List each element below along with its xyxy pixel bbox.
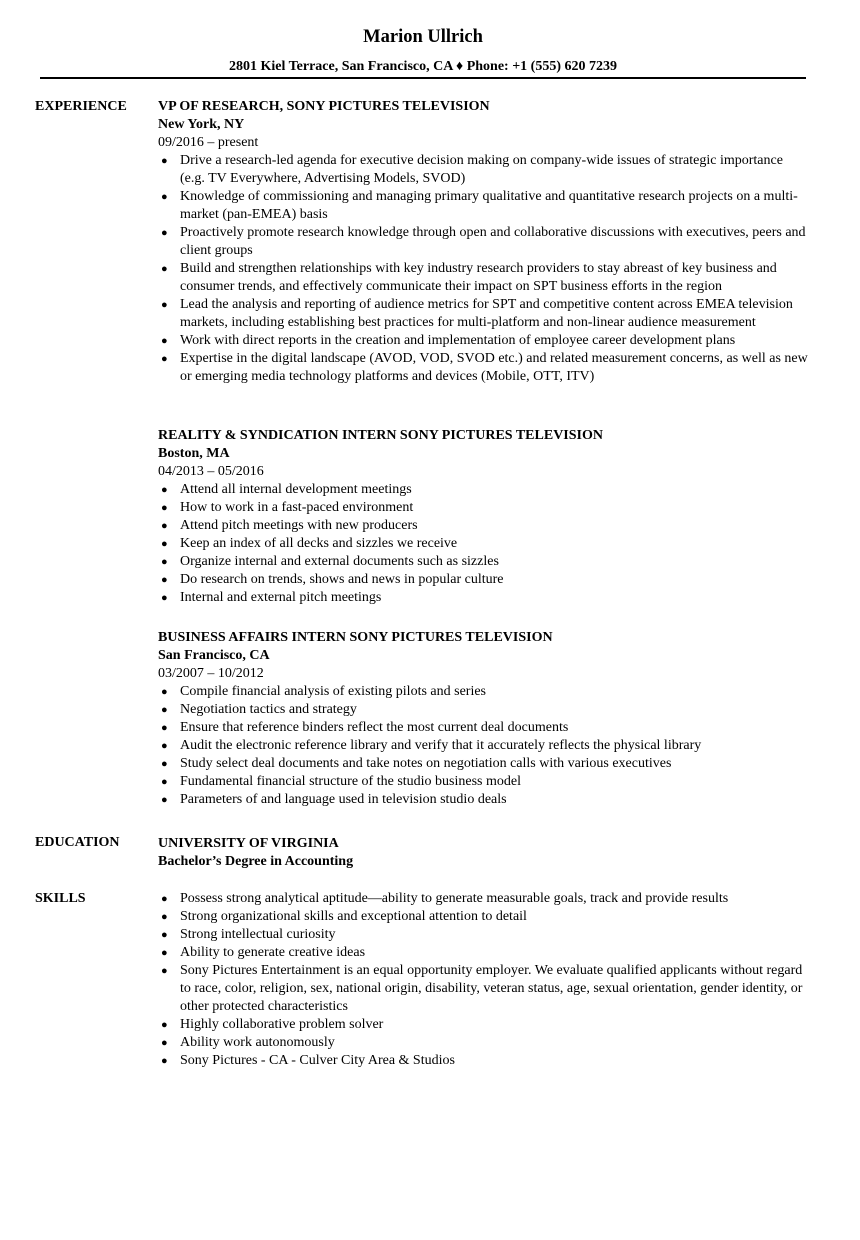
contact-line: 2801 Kiel Terrace, San Francisco, CA ♦ Phone: +1 (555) 620 7239 xyxy=(228,59,618,74)
list-item xyxy=(158,944,808,962)
bullet-dot-icon: ● xyxy=(161,722,168,734)
job-location: New York, NY xyxy=(158,117,245,132)
bullet-dot-icon: ● xyxy=(161,740,168,752)
bullet-text: Attend all internal development meetings xyxy=(180,482,412,497)
list-item xyxy=(158,926,808,944)
list-item xyxy=(158,260,808,296)
skills-list xyxy=(158,890,808,1070)
job-entry xyxy=(158,427,808,607)
bullet-text: Ensure that reference binders reflect the most current deal documents xyxy=(180,720,569,735)
bullet-dot-icon: ● xyxy=(161,538,168,550)
bullet-dot-icon: ● xyxy=(161,299,168,311)
bullet-dot-icon: ● xyxy=(161,704,168,716)
bullet-dot-icon: ● xyxy=(161,1037,168,1049)
bullet-dot-icon: ● xyxy=(161,335,168,347)
skill-text: Highly collaborative problem solver xyxy=(180,1017,384,1032)
list-item xyxy=(158,517,808,535)
list-item xyxy=(158,553,808,571)
bullet-dot-icon: ● xyxy=(161,776,168,788)
bullet-text: Drive a research-led agenda for executive decision making on company-wide issues of strategic importance (e.g. TV Everywhere, Advertising Models, SVOD) xyxy=(180,153,783,186)
bullet-dot-icon: ● xyxy=(161,758,168,770)
bullet-text: Internal and external pitch meetings xyxy=(180,590,382,605)
job-title: BUSINESS AFFAIRS INTERN SONY PICTURES TELEVISION xyxy=(158,630,553,645)
school-name: UNIVERSITY OF VIRGINIA xyxy=(158,836,339,851)
list-item xyxy=(158,188,808,224)
bullet-dot-icon: ● xyxy=(161,191,168,203)
job-bullets xyxy=(158,481,808,607)
list-item xyxy=(158,571,808,589)
list-item xyxy=(158,737,808,755)
header-divider xyxy=(40,77,806,79)
bullet-dot-icon: ● xyxy=(161,574,168,586)
list-item xyxy=(158,152,808,188)
list-item xyxy=(158,773,808,791)
bullet-dot-icon: ● xyxy=(161,227,168,239)
bullet-text: Parameters of and language used in television studio deals xyxy=(180,792,507,807)
degree: Bachelor’s Degree in Accounting xyxy=(158,854,354,869)
skill-text: Possess strong analytical aptitude—ability to generate measurable goals, track and provide results xyxy=(180,891,729,906)
bullet-dot-icon: ● xyxy=(161,592,168,604)
list-item xyxy=(158,1016,808,1034)
bullet-text: Expertise in the digital landscape (AVOD, VOD, SVOD etc.) and related measurement concerns, as well as new or emerging media technology platforms and devices (Mobile, OTT, ITV) xyxy=(180,351,808,384)
bullet-dot-icon: ● xyxy=(161,1019,168,1031)
candidate-name: Marion Ullrich xyxy=(363,27,483,47)
job-bullets xyxy=(158,683,808,809)
bullet-text: Study select deal documents and take notes on negotiation calls with various executives xyxy=(180,756,672,771)
experience-section-label: EXPERIENCE xyxy=(35,99,127,114)
skill-text: Sony Pictures Entertainment is an equal opportunity employer. We evaluate qualified applicants without regard to race, color, religion, sex, national origin, disability, veteran status, age, sexual orientation, gender identity, or other protected characteristics xyxy=(180,963,803,1014)
bullet-dot-icon: ● xyxy=(161,947,168,959)
bullet-text: Do research on trends, shows and news in popular culture xyxy=(180,572,504,587)
job-location: San Francisco, CA xyxy=(158,648,270,663)
bullet-text: Attend pitch meetings with new producers xyxy=(180,518,418,533)
bullet-text: Proactively promote research knowledge through open and collaborative discussions with executives, peers and client groups xyxy=(180,225,806,258)
job-dates: 04/2013 – 05/2016 xyxy=(158,464,264,479)
skill-text: Ability to generate creative ideas xyxy=(180,945,366,960)
list-item xyxy=(158,755,808,773)
job-title: REALITY & SYNDICATION INTERN SONY PICTURES TELEVISION xyxy=(158,428,603,443)
list-item xyxy=(158,791,808,809)
list-item xyxy=(158,589,808,607)
list-item xyxy=(158,890,808,908)
bullet-text: Work with direct reports in the creation and implementation of employee career development plans xyxy=(180,333,736,348)
job-dates: 09/2016 – present xyxy=(158,135,259,150)
list-item xyxy=(158,535,808,553)
list-item xyxy=(158,481,808,499)
bullet-text: Lead the analysis and reporting of audience metrics for SPT and competitive content across EMEA television markets, including establishing best practices for multi-platform and non-linear audience measurement xyxy=(180,297,793,330)
list-item xyxy=(158,1034,808,1052)
skills-section-label: SKILLS xyxy=(35,891,86,906)
list-item xyxy=(158,908,808,926)
list-item xyxy=(158,719,808,737)
job-bullets xyxy=(158,152,808,386)
bullet-text: Knowledge of commissioning and managing primary qualitative and quantitative research projects on a multi-market (pan-EMEA) basis xyxy=(180,189,798,222)
bullet-text: Organize internal and external documents such as sizzles xyxy=(180,554,499,569)
list-item xyxy=(158,296,808,332)
list-item xyxy=(158,962,808,1016)
skill-text: Ability work autonomously xyxy=(180,1035,335,1050)
bullet-text: Audit the electronic reference library and verify that it accurately reflects the physical library xyxy=(180,738,702,753)
skills-list-container xyxy=(158,890,808,1070)
bullet-dot-icon: ● xyxy=(161,502,168,514)
list-item xyxy=(158,701,808,719)
bullet-dot-icon: ● xyxy=(161,353,168,365)
list-item xyxy=(158,350,808,386)
bullet-dot-icon: ● xyxy=(161,794,168,806)
bullet-text: Negotiation tactics and strategy xyxy=(180,702,357,717)
job-dates: 03/2007 – 10/2012 xyxy=(158,666,264,681)
bullet-dot-icon: ● xyxy=(161,965,168,977)
bullet-text: How to work in a fast-paced environment xyxy=(180,500,414,515)
list-item xyxy=(158,332,808,350)
bullet-text: Fundamental financial structure of the studio business model xyxy=(180,774,521,789)
bullet-dot-icon: ● xyxy=(161,929,168,941)
bullet-dot-icon: ● xyxy=(161,1055,168,1067)
bullet-dot-icon: ● xyxy=(161,556,168,568)
skill-text: Strong intellectual curiosity xyxy=(180,927,336,942)
bullet-text: Build and strengthen relationships with key industry research providers to stay abreast of key business and consumer trends, and effectively communicate their impact on SPT business efforts in the region xyxy=(180,261,777,294)
bullet-dot-icon: ● xyxy=(161,263,168,275)
bullet-dot-icon: ● xyxy=(161,911,168,923)
bullet-text: Compile financial analysis of existing pilots and series xyxy=(180,684,486,699)
bullet-dot-icon: ● xyxy=(161,893,168,905)
bullet-dot-icon: ● xyxy=(161,484,168,496)
job-location: Boston, MA xyxy=(158,446,230,461)
skill-text: Strong organizational skills and exceptional attention to detail xyxy=(180,909,527,924)
education-section-label: EDUCATION xyxy=(35,835,120,850)
list-item xyxy=(158,499,808,517)
list-item xyxy=(158,1052,808,1070)
skill-text: Sony Pictures - CA - Culver City Area & Studios xyxy=(180,1053,455,1068)
list-item xyxy=(158,224,808,260)
job-entry xyxy=(158,98,808,386)
job-title: VP OF RESEARCH, SONY PICTURES TELEVISION xyxy=(158,99,490,114)
job-entry xyxy=(158,629,808,809)
list-item xyxy=(158,683,808,701)
education-entry xyxy=(158,835,808,871)
bullet-dot-icon: ● xyxy=(161,520,168,532)
bullet-dot-icon: ● xyxy=(161,686,168,698)
bullet-dot-icon: ● xyxy=(161,155,168,167)
bullet-text: Keep an index of all decks and sizzles we receive xyxy=(180,536,458,551)
